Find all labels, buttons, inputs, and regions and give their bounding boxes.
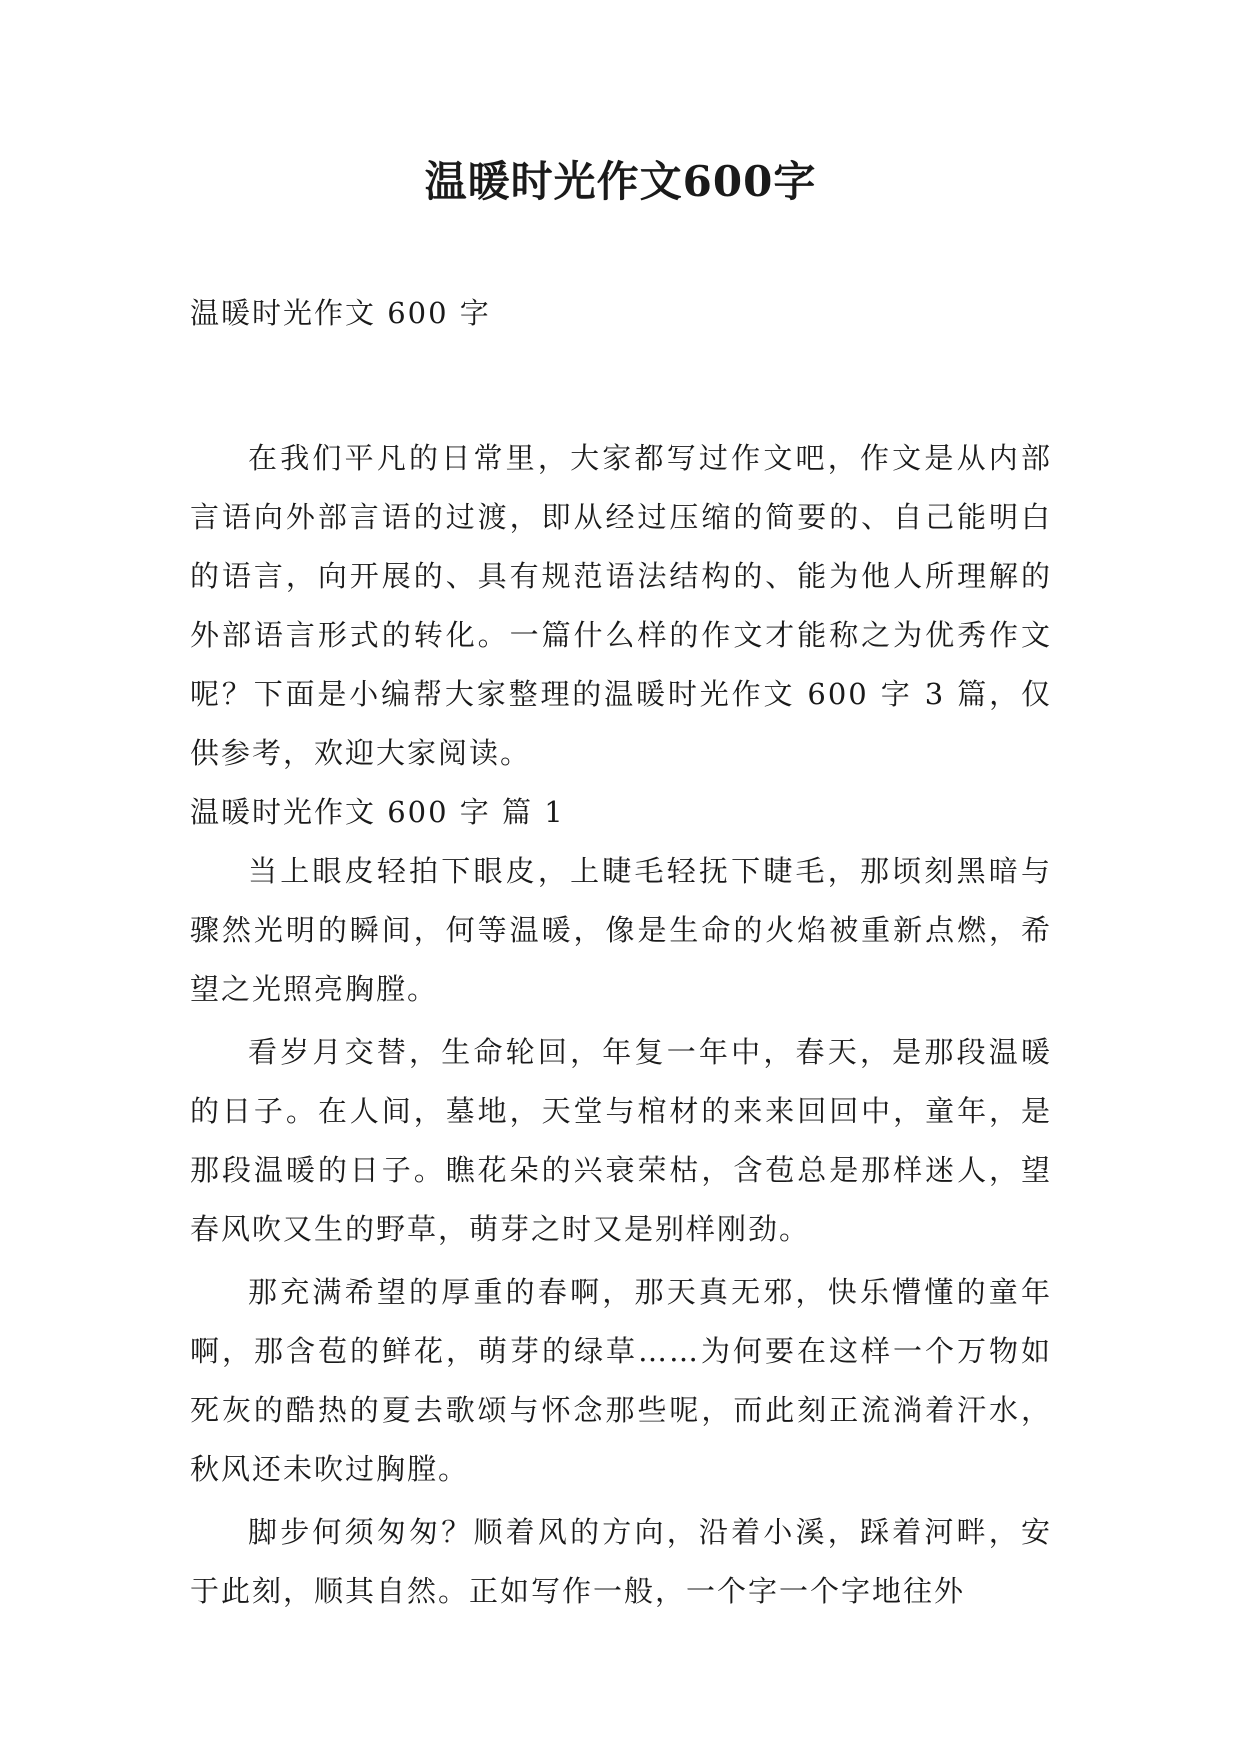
document-title: 温暖时光作文600字: [424, 157, 817, 206]
document-body: [190, 284, 1052, 1621]
document-subtitle: 温暖时光作文 600 字: [190, 296, 491, 330]
body-paragraph-3: 那充满希望的厚重的春啊，那天真无邪，快乐懵懂的童年啊，那含苞的鲜花，萌芽的绿草……为何要在这样一个万物如死灰的酷热的夏去歌颂与怀念那些呢，而此刻正流淌着汗水，秋风还未吹过胸膛。: [190, 1275, 1052, 1486]
body-paragraph-4: 脚步何须匆匆？顺着风的方向，沿着小溪，踩着河畔，安于此刻，顺其自然。正如写作一般，一个字一个字地往外: [190, 1515, 1052, 1608]
intro-paragraph: 在我们平凡的日常里，大家都写过作文吧，作文是从内部言语向外部言语的过渡，即从经过压缩的简要的、自己能明白的语言，向开展的、具有规范语法结构的、能为他人所理解的外部语言形式的转化。一篇什么样的作文才能称之为优秀作文呢？下面是小编帮大家整理的温暖时光作文 600 字 3 篇，仅供参考，欢迎大家阅读。: [190, 441, 1052, 770]
body-paragraph-1: 当上眼皮轻拍下眼皮，上睫毛轻抚下睫毛，那顷刻黑暗与骤然光明的瞬间，何等温暖，像是生命的火焰被重新点燃，希望之光照亮胸膛。: [190, 854, 1052, 1006]
body-paragraph-2: 看岁月交替，生命轮回，年复一年中，春天，是那段温暖的日子。在人间，墓地，天堂与棺材的来来回回中，童年，是那段温暖的日子。瞧花朵的兴衰荣枯，含苞总是那样迷人，望春风吹又生的野草，萌芽之时又是别样刚劲。: [190, 1035, 1052, 1246]
section-heading: 温暖时光作文 600 字 篇 1: [190, 795, 565, 829]
